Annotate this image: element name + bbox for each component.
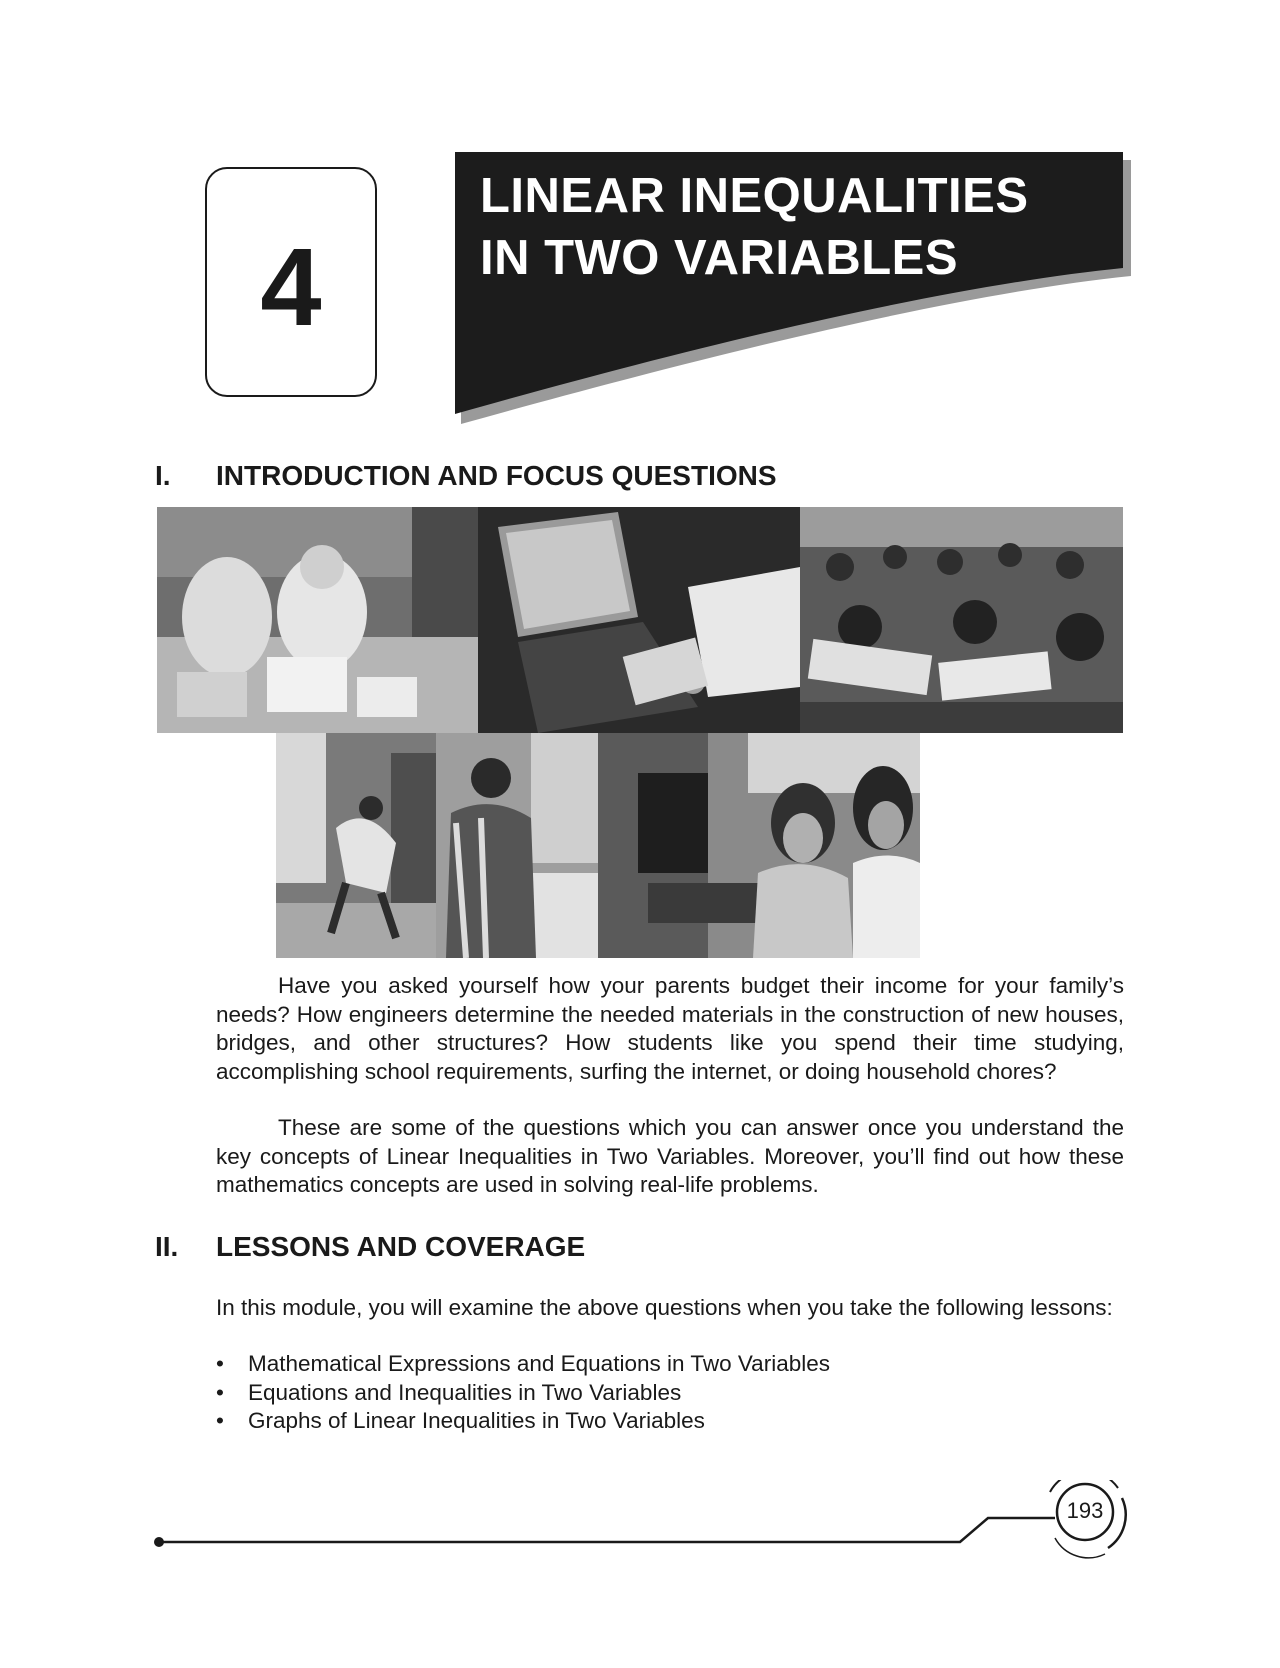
photo-students-at-computers xyxy=(598,733,920,958)
section-2-number: II. xyxy=(155,1231,179,1262)
photo-laptop-and-money xyxy=(478,507,800,733)
page-number: 193 xyxy=(1066,1498,1104,1523)
list-item: • Graphs of Linear Inequalities in Two Variables xyxy=(216,1408,705,1433)
chapter-title-line-2: IN TWO VARIABLES xyxy=(480,231,959,285)
chapter-number: 4 xyxy=(260,226,322,349)
section-1-title: INTRODUCTION AND FOCUS QUESTIONS xyxy=(216,460,777,491)
list-item: • Mathematical Expressions and Equations in Two Variables xyxy=(216,1351,830,1376)
chapter-title-line-1: LINEAR INEQUALITIES xyxy=(480,169,1029,223)
footer-line xyxy=(159,1518,1055,1542)
photo-classroom-students-writing xyxy=(800,507,1123,733)
photo-young-man-in-kitchen xyxy=(436,733,598,958)
paragraph-key-concepts: These are some of the questions which you can answer once you understand the key concepts of Linear Inequalities in Two Variables. Moreover, you’ll find out how these mathematics concepts are used in solving real-life problems. xyxy=(216,1115,1124,1197)
lesson-list xyxy=(216,1350,830,1436)
lessons-intro: In this module, you will examine the above questions when you take the following lessons: xyxy=(216,1295,1113,1320)
section-2-title: LESSONS AND COVERAGE xyxy=(216,1231,586,1262)
footer-decoration xyxy=(150,1480,1140,1600)
section-1-number: I. xyxy=(155,460,171,491)
list-item: • Equations and Inequalities in Two Variables xyxy=(216,1379,682,1405)
paragraph-intro-questions: Have you asked yourself how your parents budget their income for your family’s needs? How engineers determine the needed materials in the construction of new houses, bridges, and other structures? How students like you spend their time studying, accomplishing school requirements, surfing the internet, or doing household chores? xyxy=(216,973,1124,1084)
photo-students-working-at-table xyxy=(157,507,478,733)
photo-person-doing-chores xyxy=(276,733,436,958)
